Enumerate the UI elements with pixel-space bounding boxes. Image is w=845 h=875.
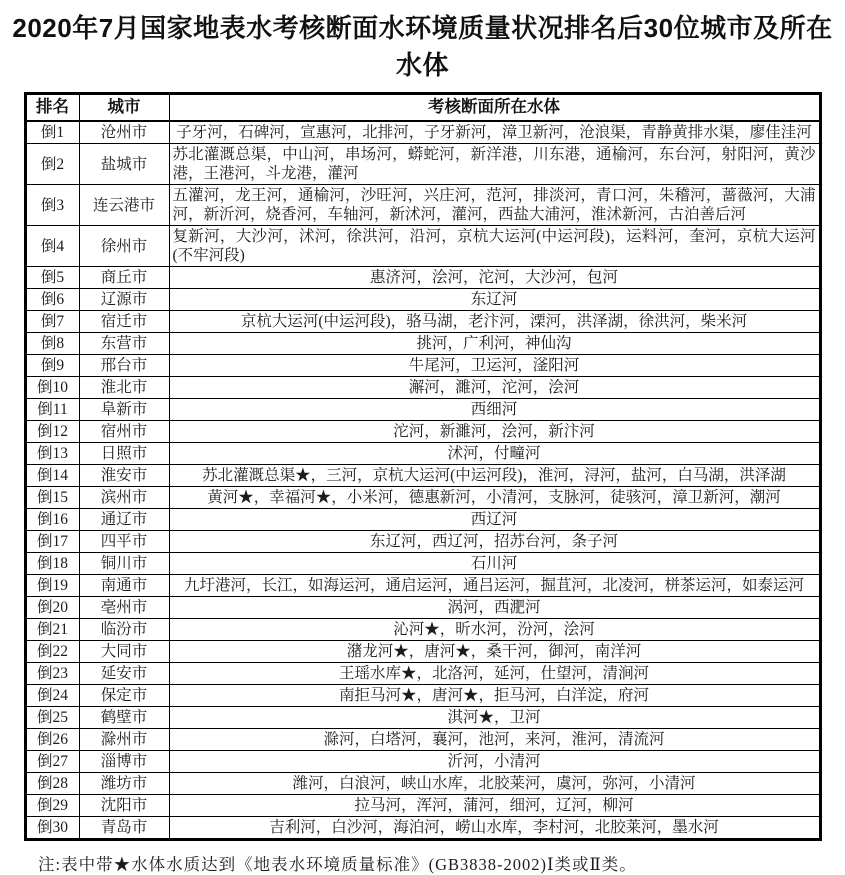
rank-cell: 倒22 — [25, 641, 79, 663]
table-row — [25, 465, 820, 487]
waters-cell: 苏北灌溉总渠★，三河，京杭大运河(中运河段)，淮河，浔河，盐河，白马湖，洪泽湖 — [169, 465, 820, 487]
waters-cell: 挑河，广利河，神仙沟 — [169, 333, 820, 355]
city-cell: 宿州市 — [79, 421, 169, 443]
city-cell: 青岛市 — [79, 817, 169, 840]
table-row — [25, 421, 820, 443]
table-row — [25, 144, 820, 185]
city-cell: 商丘市 — [79, 267, 169, 289]
rank-cell: 倒29 — [25, 795, 79, 817]
waters-cell: 涡河，西淝河 — [169, 597, 820, 619]
city-cell: 淮北市 — [79, 377, 169, 399]
table-row — [25, 553, 820, 575]
rank-cell: 倒23 — [25, 663, 79, 685]
header-rank: 排名 — [25, 94, 79, 122]
waters-cell: 潍河，白浪河，峡山水库，北胶莱河，虞河，弥河，小清河 — [169, 773, 820, 795]
rank-cell: 倒27 — [25, 751, 79, 773]
city-cell: 通辽市 — [79, 509, 169, 531]
rank-cell: 倒3 — [25, 185, 79, 226]
table-row — [25, 509, 820, 531]
rank-cell: 倒5 — [25, 267, 79, 289]
waters-cell: 黄河★，幸福河★，小米河，德惠新河，小清河，支脉河，徒骇河，漳卫新河，潮河 — [169, 487, 820, 509]
table-row — [25, 121, 820, 144]
table-header — [25, 94, 820, 122]
city-cell: 日照市 — [79, 443, 169, 465]
waters-cell: 牛尾河，卫运河，滏阳河 — [169, 355, 820, 377]
rank-cell: 倒11 — [25, 399, 79, 421]
table-row — [25, 795, 820, 817]
table-row — [25, 663, 820, 685]
city-cell: 沈阳市 — [79, 795, 169, 817]
waters-cell: 东辽河 — [169, 289, 820, 311]
table-row — [25, 729, 820, 751]
waters-cell: 沭河，付疃河 — [169, 443, 820, 465]
ranking-table — [24, 92, 822, 841]
rank-cell: 倒12 — [25, 421, 79, 443]
waters-cell: 京杭大运河(中运河段)，骆马湖，老汴河，溧河，洪泽湖，徐洪河，柴米河 — [169, 311, 820, 333]
rank-cell: 倒18 — [25, 553, 79, 575]
table-row — [25, 355, 820, 377]
waters-cell: 九圩港河，长江，如海运河，通启运河，通吕运河，掘苴河，北凌河，栟茶运河，如泰运河 — [169, 575, 820, 597]
rank-cell: 倒28 — [25, 773, 79, 795]
table-body — [25, 121, 820, 840]
waters-cell: 澥河，濉河，沱河，浍河 — [169, 377, 820, 399]
city-cell: 延安市 — [79, 663, 169, 685]
rank-cell: 倒14 — [25, 465, 79, 487]
waters-cell: 沱河，新濉河，浍河，新汴河 — [169, 421, 820, 443]
table-row — [25, 226, 820, 267]
waters-cell: 潴龙河★，唐河★，桑干河，御河，南洋河 — [169, 641, 820, 663]
city-cell: 沧州市 — [79, 121, 169, 144]
table-row — [25, 751, 820, 773]
table-row — [25, 289, 820, 311]
table-row — [25, 267, 820, 289]
city-cell: 潍坊市 — [79, 773, 169, 795]
waters-cell: 五灌河，龙王河，通榆河，沙旺河，兴庄河，范河，排淡河，青口河，朱稽河，蔷薇河，大浦河，新沂河，烧香河，车轴河，新沭河，灌河，西盐大浦河，淮沭新河，古泊善后河 — [169, 185, 820, 226]
city-cell: 南通市 — [79, 575, 169, 597]
rank-cell: 倒26 — [25, 729, 79, 751]
city-cell: 临汾市 — [79, 619, 169, 641]
city-cell: 淄博市 — [79, 751, 169, 773]
waters-cell: 惠济河，浍河，沱河，大沙河，包河 — [169, 267, 820, 289]
header-row — [25, 94, 820, 122]
city-cell: 东营市 — [79, 333, 169, 355]
rank-cell: 倒30 — [25, 817, 79, 840]
waters-cell: 沂河，小清河 — [169, 751, 820, 773]
table-row — [25, 641, 820, 663]
rank-cell: 倒6 — [25, 289, 79, 311]
city-cell: 亳州市 — [79, 597, 169, 619]
waters-cell: 西辽河 — [169, 509, 820, 531]
waters-cell: 复新河，大沙河，沭河，徐洪河，沿河，京杭大运河(中运河段)，运料河，奎河，京杭大运河(不牢河段) — [169, 226, 820, 267]
city-cell: 滨州市 — [79, 487, 169, 509]
waters-cell: 拉马河，浑河，蒲河，细河，辽河，柳河 — [169, 795, 820, 817]
waters-cell: 西细河 — [169, 399, 820, 421]
table-row — [25, 531, 820, 553]
city-cell: 铜川市 — [79, 553, 169, 575]
table-row — [25, 333, 820, 355]
waters-cell: 吉利河，白沙河，海泊河，崂山水库，李村河，北胶莱河，墨水河 — [169, 817, 820, 840]
rank-cell: 倒2 — [25, 144, 79, 185]
table-row — [25, 443, 820, 465]
table-row — [25, 685, 820, 707]
waters-cell: 东辽河，西辽河，招苏台河，条子河 — [169, 531, 820, 553]
rank-cell: 倒21 — [25, 619, 79, 641]
table-row — [25, 575, 820, 597]
rank-cell: 倒15 — [25, 487, 79, 509]
waters-cell: 石川河 — [169, 553, 820, 575]
city-cell: 滁州市 — [79, 729, 169, 751]
waters-cell: 子牙河，石碑河，宣惠河，北排河，子牙新河，漳卫新河，沧浪渠，青静黄排水渠，廖佳洼河 — [169, 121, 820, 144]
table-row — [25, 399, 820, 421]
city-cell: 鹤壁市 — [79, 707, 169, 729]
rank-cell: 倒16 — [25, 509, 79, 531]
rank-cell: 倒9 — [25, 355, 79, 377]
city-cell: 淮安市 — [79, 465, 169, 487]
rank-cell: 倒24 — [25, 685, 79, 707]
table-row — [25, 773, 820, 795]
waters-cell: 南拒马河★，唐河★，拒马河，白洋淀，府河 — [169, 685, 820, 707]
waters-cell: 滁河，白塔河，襄河，池河，来河，淮河，清流河 — [169, 729, 820, 751]
table-row — [25, 817, 820, 840]
waters-cell: 淇河★，卫河 — [169, 707, 820, 729]
city-cell: 连云港市 — [79, 185, 169, 226]
rank-cell: 倒1 — [25, 121, 79, 144]
header-waters: 考核断面所在水体 — [169, 94, 820, 122]
city-cell: 邢台市 — [79, 355, 169, 377]
page-title: 2020年7月国家地表水考核断面水环境质量状况排名后30位城市及所在水体 — [12, 13, 833, 80]
table-row — [25, 377, 820, 399]
table-row — [25, 619, 820, 641]
rank-cell: 倒13 — [25, 443, 79, 465]
city-cell: 保定市 — [79, 685, 169, 707]
city-cell: 盐城市 — [79, 144, 169, 185]
city-cell: 辽源市 — [79, 289, 169, 311]
rank-cell: 倒10 — [25, 377, 79, 399]
rank-cell: 倒7 — [25, 311, 79, 333]
city-cell: 宿迁市 — [79, 311, 169, 333]
city-cell: 四平市 — [79, 531, 169, 553]
table-row — [25, 707, 820, 729]
header-city: 城市 — [79, 94, 169, 122]
city-cell: 阜新市 — [79, 399, 169, 421]
footnote: 注:表中带★水体水质达到《地表水环境质量标准》(GB3838-2002)Ⅰ类或Ⅱ类。 — [38, 855, 637, 874]
rank-cell: 倒4 — [25, 226, 79, 267]
table-row — [25, 185, 820, 226]
city-cell: 徐州市 — [79, 226, 169, 267]
rank-cell: 倒20 — [25, 597, 79, 619]
table-row — [25, 311, 820, 333]
rank-cell: 倒19 — [25, 575, 79, 597]
rank-cell: 倒8 — [25, 333, 79, 355]
waters-cell: 苏北灌溉总渠，中山河，串场河，蟒蛇河，新洋港，川东港，通榆河，东台河，射阳河，黄沙港，王港河，斗龙港，灌河 — [169, 144, 820, 185]
waters-cell: 沁河★，昕水河，汾河，浍河 — [169, 619, 820, 641]
table-row — [25, 597, 820, 619]
table-row — [25, 487, 820, 509]
rank-cell: 倒17 — [25, 531, 79, 553]
waters-cell: 王瑶水库★，北洛河，延河，仕望河，清涧河 — [169, 663, 820, 685]
rank-cell: 倒25 — [25, 707, 79, 729]
city-cell: 大同市 — [79, 641, 169, 663]
